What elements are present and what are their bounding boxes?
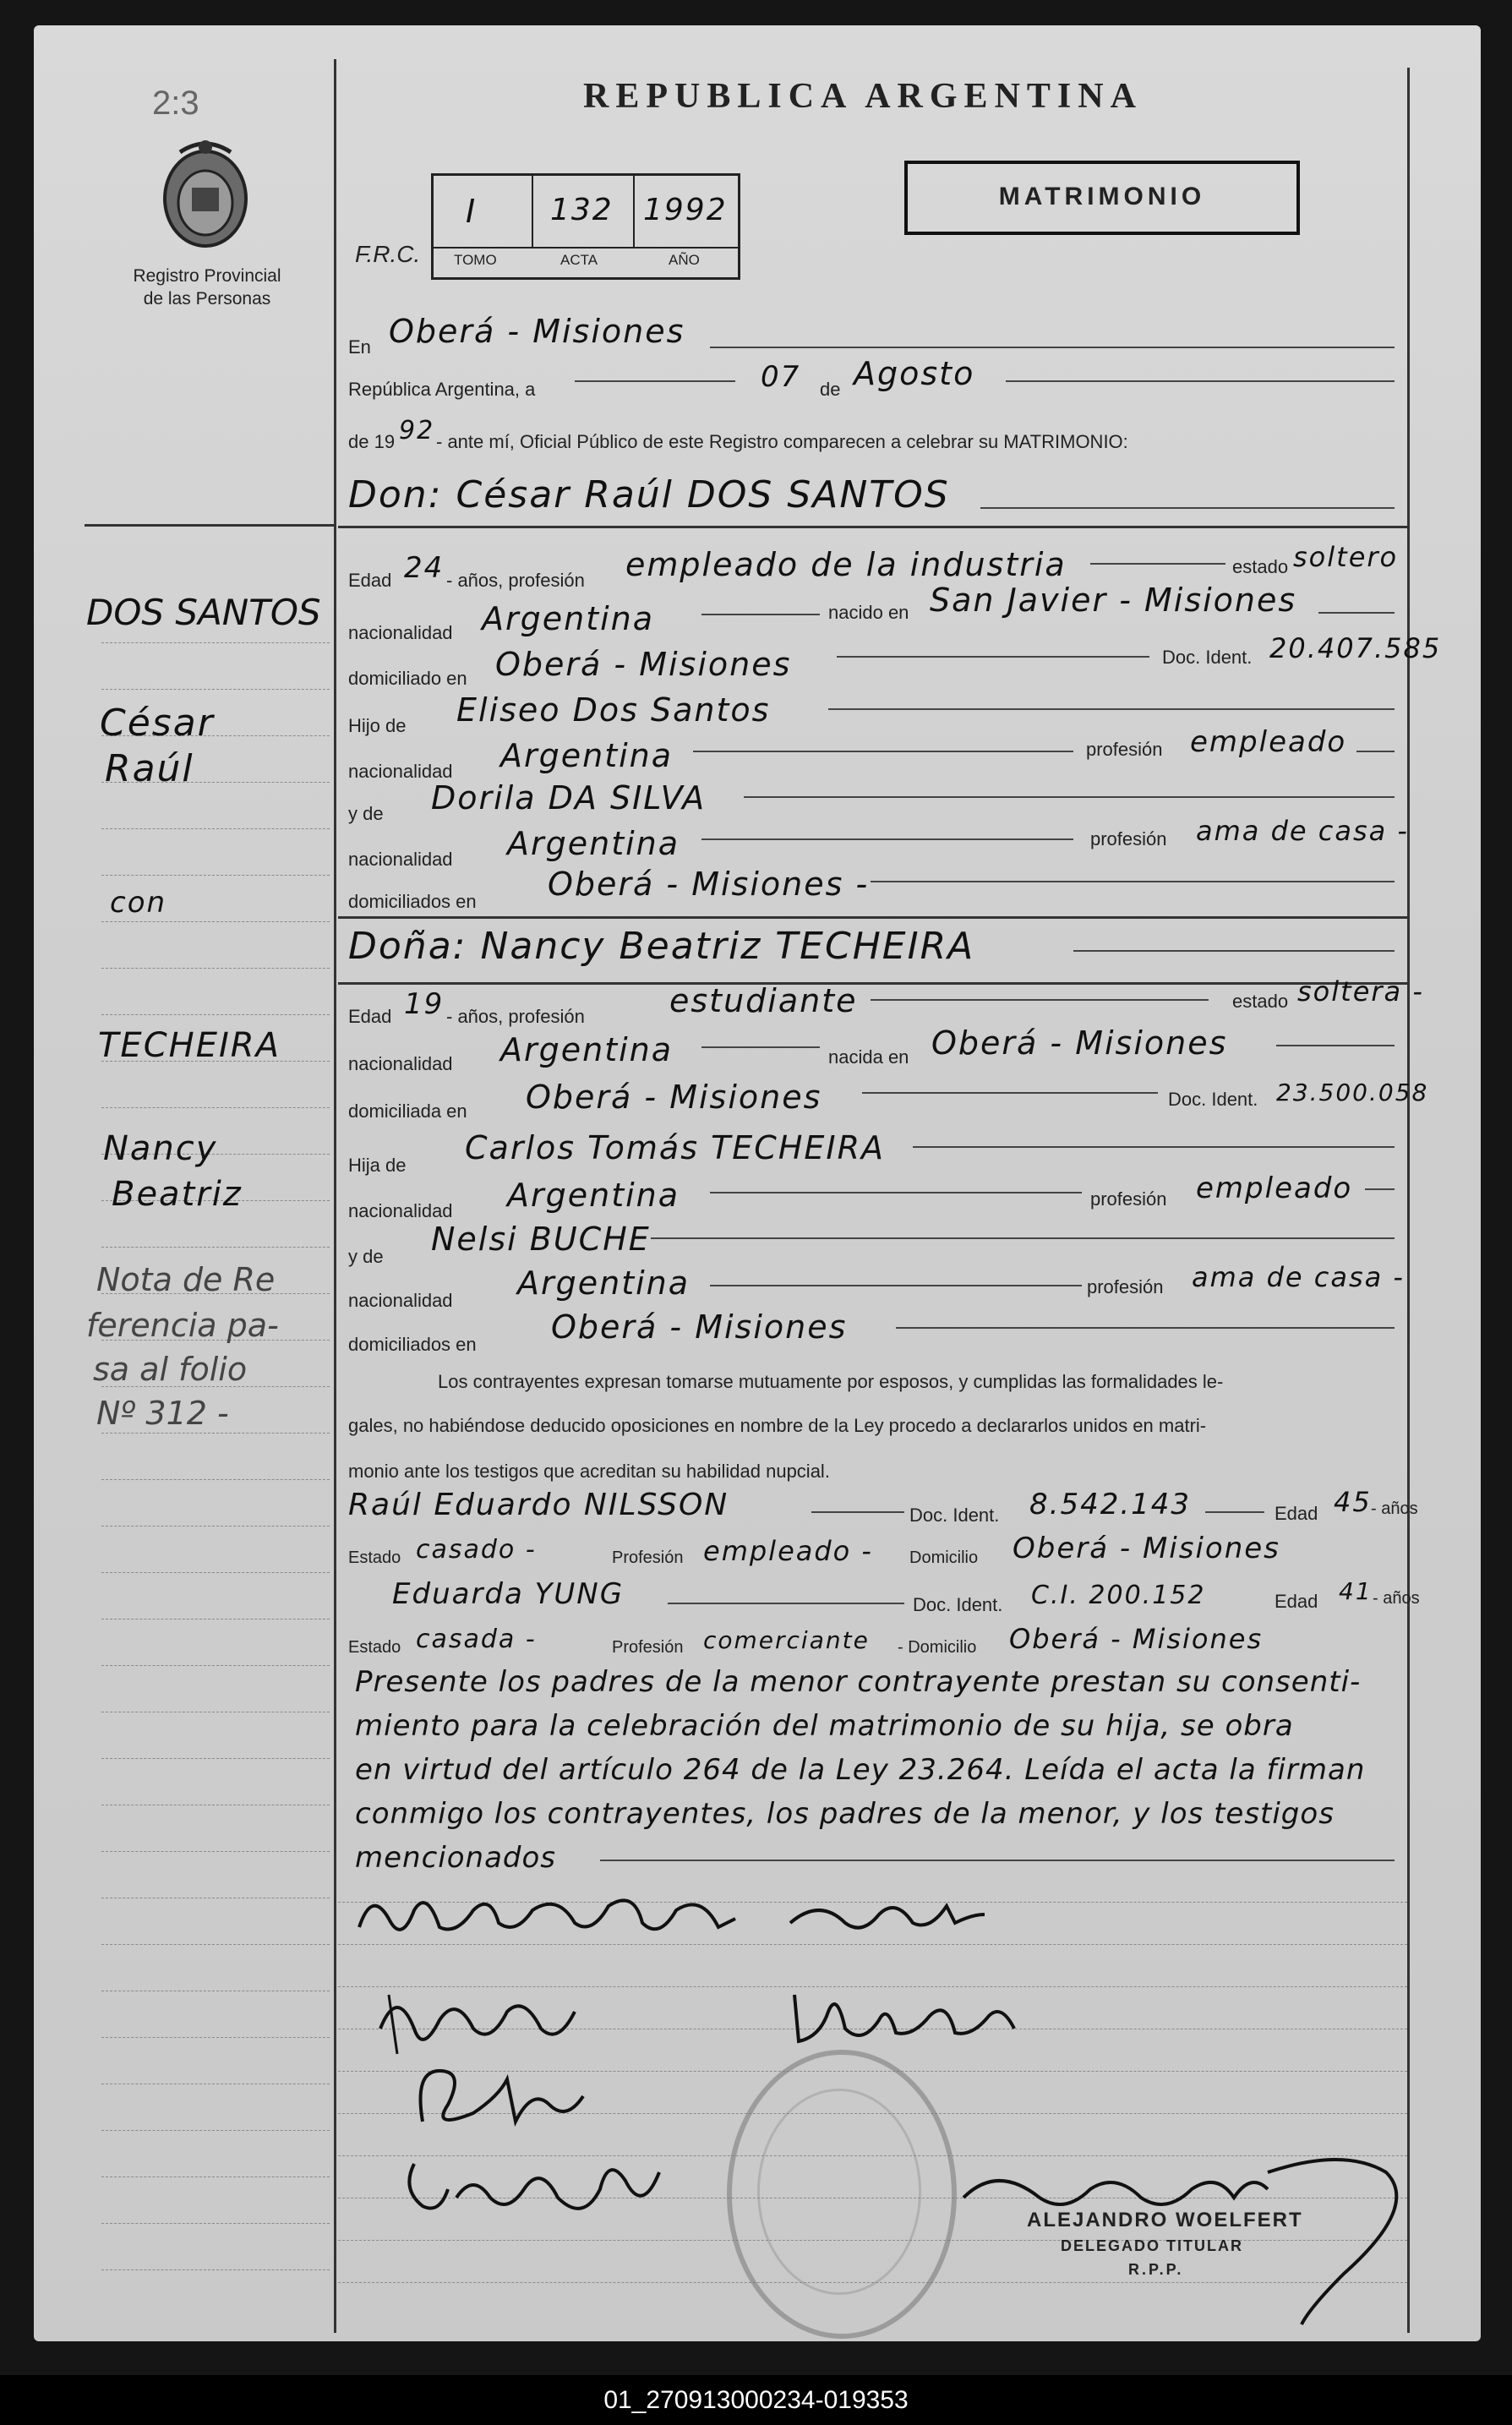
bride-nacida-label: nacida en <box>828 1046 909 1068</box>
groom-mother-nat: Argentina <box>507 825 680 862</box>
witness1-estado: casado - <box>416 1535 537 1565</box>
groom-mother-prof-label: profesión <box>1090 828 1167 849</box>
notes-line4: conmigo los contrayentes, los padres de la menor, y los testigos <box>355 1797 1335 1831</box>
bride-mother-nat: Argentina <box>517 1264 690 1302</box>
witness1-profession: empleado - <box>703 1535 873 1567</box>
witness2-domicilio-label: - Domicilio <box>898 1638 977 1657</box>
acta-label: ACTA <box>560 252 598 268</box>
groom-doc: 20.407.585 <box>1269 632 1442 664</box>
witness1-doc: 8.542.143 <box>1029 1488 1192 1521</box>
bride-y-de-label: y de <box>348 1246 384 1267</box>
witness1-anos-label: - años <box>1371 1499 1418 1518</box>
en-label: En <box>348 336 371 358</box>
groom-domicile: Oberá - Misiones <box>495 646 792 683</box>
margin-note-line4: Nº 312 - <box>96 1395 229 1432</box>
bride-mother-prof: ama de casa - <box>1192 1261 1405 1293</box>
bride-edad-label: Edad <box>348 1006 392 1027</box>
margin-note-line1: Nota de Re <box>96 1261 276 1298</box>
signature-bride-mother <box>786 1986 1023 2058</box>
country-title: REPUBLICA ARGENTINA <box>583 77 1143 116</box>
bride-parents-dom-label: domiciliados en <box>348 1334 477 1355</box>
margin-note-line2: ferencia pa- <box>86 1307 279 1344</box>
bride-mother: Nelsi BUCHE <box>431 1221 651 1258</box>
registry-name-line1: Registro Provincial <box>133 266 281 286</box>
bride-mother-nat-label: nacionalidad <box>348 1290 453 1311</box>
groom-birthplace: San Javier - Misiones <box>930 582 1297 619</box>
groom-nationality: Argentina <box>482 600 655 637</box>
acta-value: 132 <box>550 193 614 227</box>
witness2-name: Eduarda YUNG <box>392 1577 625 1611</box>
doc-type: MATRIMONIO <box>998 183 1206 210</box>
groom-nacionalidad-label: nacionalidad <box>348 622 453 643</box>
witness1-doc-label: Doc. Ident. <box>909 1505 1000 1526</box>
margin-divider <box>334 59 336 2333</box>
bride-estado: soltera - <box>1297 975 1424 1008</box>
witness2-profession: comerciante <box>703 1626 870 1654</box>
republica-label: República Argentina, a <box>348 379 536 400</box>
margin-bride-given2: Beatriz <box>112 1175 243 1214</box>
anio-value: 1992 <box>643 193 728 227</box>
notes-line2: miento para la celebración del matrimonio de su hija, se obra <box>355 1709 1294 1743</box>
groom-mother: Dorila DA SILVA <box>431 779 707 817</box>
bride-hija-label: Hija de <box>348 1155 407 1176</box>
groom-estado: soltero <box>1293 541 1399 573</box>
bride-mother-prof-label: profesión <box>1087 1276 1164 1297</box>
bride-father-nat: Argentina <box>507 1177 680 1214</box>
place: Oberá - Misiones <box>389 313 685 350</box>
groom-mother-nat-label: nacionalidad <box>348 849 453 870</box>
margin-groom-given1: César <box>100 702 215 745</box>
bride-doc: 23.500.058 <box>1276 1079 1429 1106</box>
witness2-age: 41 <box>1339 1577 1373 1605</box>
notes-line3: en virtud del artículo 264 de la Ley 23.264. Leída el acta la firman <box>355 1753 1366 1787</box>
intro-text: - ante mí, Oficial Público de este Registro comparecen a celebrar su MATRIMONIO: <box>436 431 1128 452</box>
margin-con: con <box>110 886 167 920</box>
body-text-line3: monio ante los testigos que acreditan su habilidad nupcial. <box>348 1461 830 1482</box>
margin-bride-given1: Nancy <box>103 1129 218 1168</box>
witness2-doc-label: Doc. Ident. <box>913 1594 1003 1615</box>
groom-domiciliado-label: domiciliado en <box>348 668 467 689</box>
groom-edad-label: Edad <box>348 570 392 591</box>
day: 07 <box>761 360 801 394</box>
doc-type-box <box>904 161 1300 235</box>
margin-groom-surname: DOS SANTOS <box>86 592 321 633</box>
month: Agosto <box>854 355 975 392</box>
right-border <box>1407 68 1410 2333</box>
bride-father-prof: empleado <box>1196 1172 1353 1205</box>
witness2-domicile: Oberá - Misiones <box>1009 1623 1264 1655</box>
bride-father-prof-label: profesión <box>1090 1188 1167 1210</box>
tomo-label: TOMO <box>454 252 497 268</box>
official-seal-icon <box>727 2050 957 2339</box>
notes-line1: Presente los padres de la menor contrayente prestan su consenti- <box>355 1665 1362 1699</box>
page-number: 2:3 <box>152 85 199 122</box>
de19-label: de 19 <box>348 431 396 452</box>
witness2-estado: casada - <box>416 1625 537 1654</box>
bride-estado-label: estado <box>1232 991 1289 1012</box>
bride-anos-profesion-label: - años, profesión <box>446 1006 585 1027</box>
bride-father-nat-label: nacionalidad <box>348 1200 453 1221</box>
registry-name-line2: de las Personas <box>143 289 271 309</box>
witness2-anos-label: - años <box>1373 1589 1420 1608</box>
signature-groom <box>355 1885 744 1957</box>
groom-name: Don: César Raúl DOS SANTOS <box>348 473 950 516</box>
signature-bride <box>786 1889 989 1944</box>
groom-father-prof: empleado <box>1190 725 1347 759</box>
bride-nationality: Argentina <box>500 1031 674 1068</box>
bride-doc-label: Doc. Ident. <box>1168 1089 1258 1110</box>
bride-profession: estudiante <box>669 982 858 1019</box>
bride-domiciliada-label: domiciliada en <box>348 1101 467 1122</box>
de-label: de <box>820 379 841 400</box>
bride-age: 19 <box>404 987 445 1021</box>
witness1-profesion-label: Profesión <box>612 1548 684 1567</box>
bride-parents-dom: Oberá - Misiones <box>551 1308 848 1346</box>
witness2-edad-label: Edad <box>1275 1591 1318 1612</box>
signature-witness2 <box>397 2138 685 2236</box>
bride-birthplace: Oberá - Misiones <box>931 1024 1228 1062</box>
groom-age: 24 <box>404 551 445 585</box>
official-office: R.P.P. <box>1128 2261 1184 2278</box>
witness2-profesion-label: Profesión <box>612 1638 684 1657</box>
official-name: ALEJANDRO WOELFERT <box>1027 2209 1303 2231</box>
record-reference-box <box>431 173 740 280</box>
margin-note-line3: sa al folio <box>93 1351 248 1388</box>
signature-witness-father <box>406 2054 592 2143</box>
margin-bride-surname: TECHEIRA <box>98 1026 281 1065</box>
groom-nacido-label: nacido en <box>828 602 909 623</box>
body-text-line1: Los contrayentes expresan tomarse mutuamente por esposos, y cumplidas las formalidades le- <box>438 1371 1224 1392</box>
frc-label: F.R.C. <box>355 241 421 267</box>
notes-line5: mencionados <box>355 1841 557 1875</box>
year-suffix: 92 <box>399 416 435 445</box>
groom-parents-dom-label: domiciliados en <box>348 891 477 912</box>
groom-profession: empleado de la industria <box>625 546 1067 583</box>
groom-doc-label: Doc. Ident. <box>1162 647 1253 668</box>
witness1-domicile: Oberá - Misiones <box>1013 1532 1280 1565</box>
groom-father-nat-label: nacionalidad <box>348 761 453 782</box>
bride-domicile: Oberá - Misiones <box>526 1079 822 1116</box>
bride-name: Doña: Nancy Beatriz TECHEIRA <box>348 925 975 968</box>
witness2-doc: C.I. 200.152 <box>1031 1581 1206 1610</box>
groom-parents-dom: Oberá - Misiones - <box>548 866 870 903</box>
official-title: DELEGADO TITULAR <box>1061 2237 1243 2254</box>
groom-father: Eliseo Dos Santos <box>456 691 771 729</box>
register-page <box>34 25 1481 2341</box>
margin-groom-given2: Raúl <box>105 747 194 790</box>
groom-anos-profesion-label: - años, profesión <box>446 570 585 591</box>
witness1-age: 45 <box>1334 1486 1372 1518</box>
groom-hijo-label: Hijo de <box>348 715 407 736</box>
witness1-domicilio-label: Domicilio <box>909 1548 979 1567</box>
groom-estado-label: estado <box>1232 556 1289 577</box>
groom-father-prof-label: profesión <box>1086 739 1163 760</box>
witness1-estado-label: Estado <box>348 1548 401 1567</box>
witness1-edad-label: Edad <box>1275 1503 1318 1524</box>
groom-y-de-label: y de <box>348 803 384 824</box>
tomo-value: I <box>466 193 478 230</box>
body-text-line2: gales, no habiéndose deducido oposiciones en nombre de la Ley procedo a declararlos unidos en matri- <box>348 1415 1207 1436</box>
bride-father: Carlos Tomás TECHEIRA <box>465 1129 886 1166</box>
bride-nacionalidad-label: nacionalidad <box>348 1053 453 1074</box>
witness1-name: Raúl Eduardo NILSSON <box>348 1488 729 1522</box>
anio-label: AÑO <box>669 252 700 268</box>
image-id-footer: 01_270913000234-019353 <box>0 2375 1512 2425</box>
coat-of-arms-icon <box>155 135 256 254</box>
groom-father-nat: Argentina <box>500 737 674 774</box>
groom-mother-prof: ama de casa - <box>1196 815 1409 847</box>
witness2-estado-label: Estado <box>348 1638 401 1657</box>
